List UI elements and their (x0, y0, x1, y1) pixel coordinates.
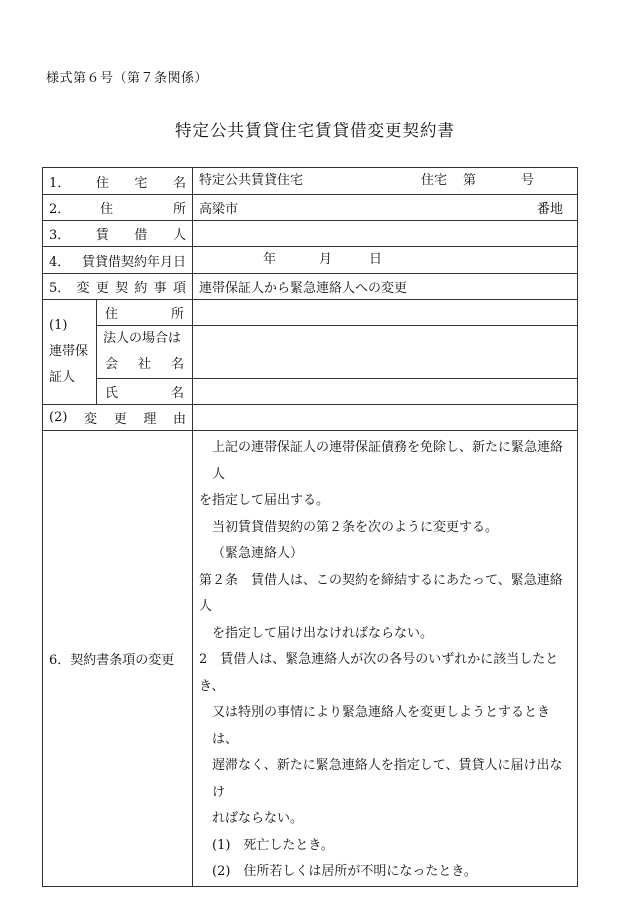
row-address (43, 195, 578, 221)
label-change-reason: (2) 変 更 理 由 (43, 405, 193, 431)
label-guarantor-address: 住 所 (97, 300, 193, 326)
value-tenant[interactable] (193, 221, 578, 247)
value-guarantor-address[interactable] (193, 300, 578, 326)
row-tenant (43, 221, 578, 247)
value-housing-name[interactable]: 特定公共賃貸住宅 住宅 第 号 (193, 168, 578, 195)
label-contract-date: 4． 賃貸借契約年月日 (43, 247, 193, 274)
value-change-item: 連帯保証人から緊急連絡人への変更 (193, 274, 578, 300)
label-housing-name: 1． 住 宅 名 (43, 168, 193, 195)
label-guarantor-name: 氏 名 (97, 379, 193, 405)
form-number: 様式第６号（第７条関係） (46, 71, 209, 86)
label-guarantor-company: 法人の場合は 会 社 名 (97, 326, 193, 379)
row-guarantor-company (43, 326, 578, 379)
label-address: 2． 住 所 (43, 195, 193, 221)
value-contract-date[interactable]: 年 月 日 (193, 247, 578, 274)
label-tenant: 3． 賃 借 人 (43, 221, 193, 247)
row-contract-date (43, 247, 578, 274)
row-change-item (43, 274, 578, 300)
row-guarantor-address (43, 300, 578, 326)
label-clause-change: 6．契約書条項の変更 (43, 431, 193, 887)
label-change-item: 5． 変 更 契 約 事 項 (43, 274, 193, 300)
row-clause-change (43, 431, 578, 887)
label-guarantor: (1) 連帯保 証人 (43, 300, 97, 405)
value-guarantor-name[interactable] (193, 379, 578, 405)
clause-change-text: 上記の連帯保証人の連帯保証債務を免除し、新たに緊急連絡人 を指定して届出する。 当初賃貸借契約の第２条を次のように変更する。 （緊急連絡人） 第２条 賃借人は、この契約を締結するにあたって、緊急連絡人 を指定して届け出なければならない。 2 賃借人は、緊急連絡人が次の各号のいずれかに該当したとき、 又は特別の事情により緊急連絡人を変更しようとするときは、 遅滞なく、新たに緊急連絡人を指定して、賃貸人に届け出なけ ればならない。 (1) 死亡したとき。 (2) 住所若しくは居所が不明になったとき。 (193, 431, 578, 887)
value-change-reason[interactable] (193, 405, 578, 431)
value-address[interactable]: 高梁市 番地 (193, 195, 578, 221)
row-housing-name (43, 168, 578, 195)
row-guarantor-name (43, 379, 578, 405)
row-change-reason (43, 405, 578, 431)
contract-form-table (42, 167, 578, 887)
document-title: 特定公共賃貸住宅賃貸借変更契約書 (175, 121, 455, 140)
value-guarantor-company[interactable] (193, 326, 578, 379)
